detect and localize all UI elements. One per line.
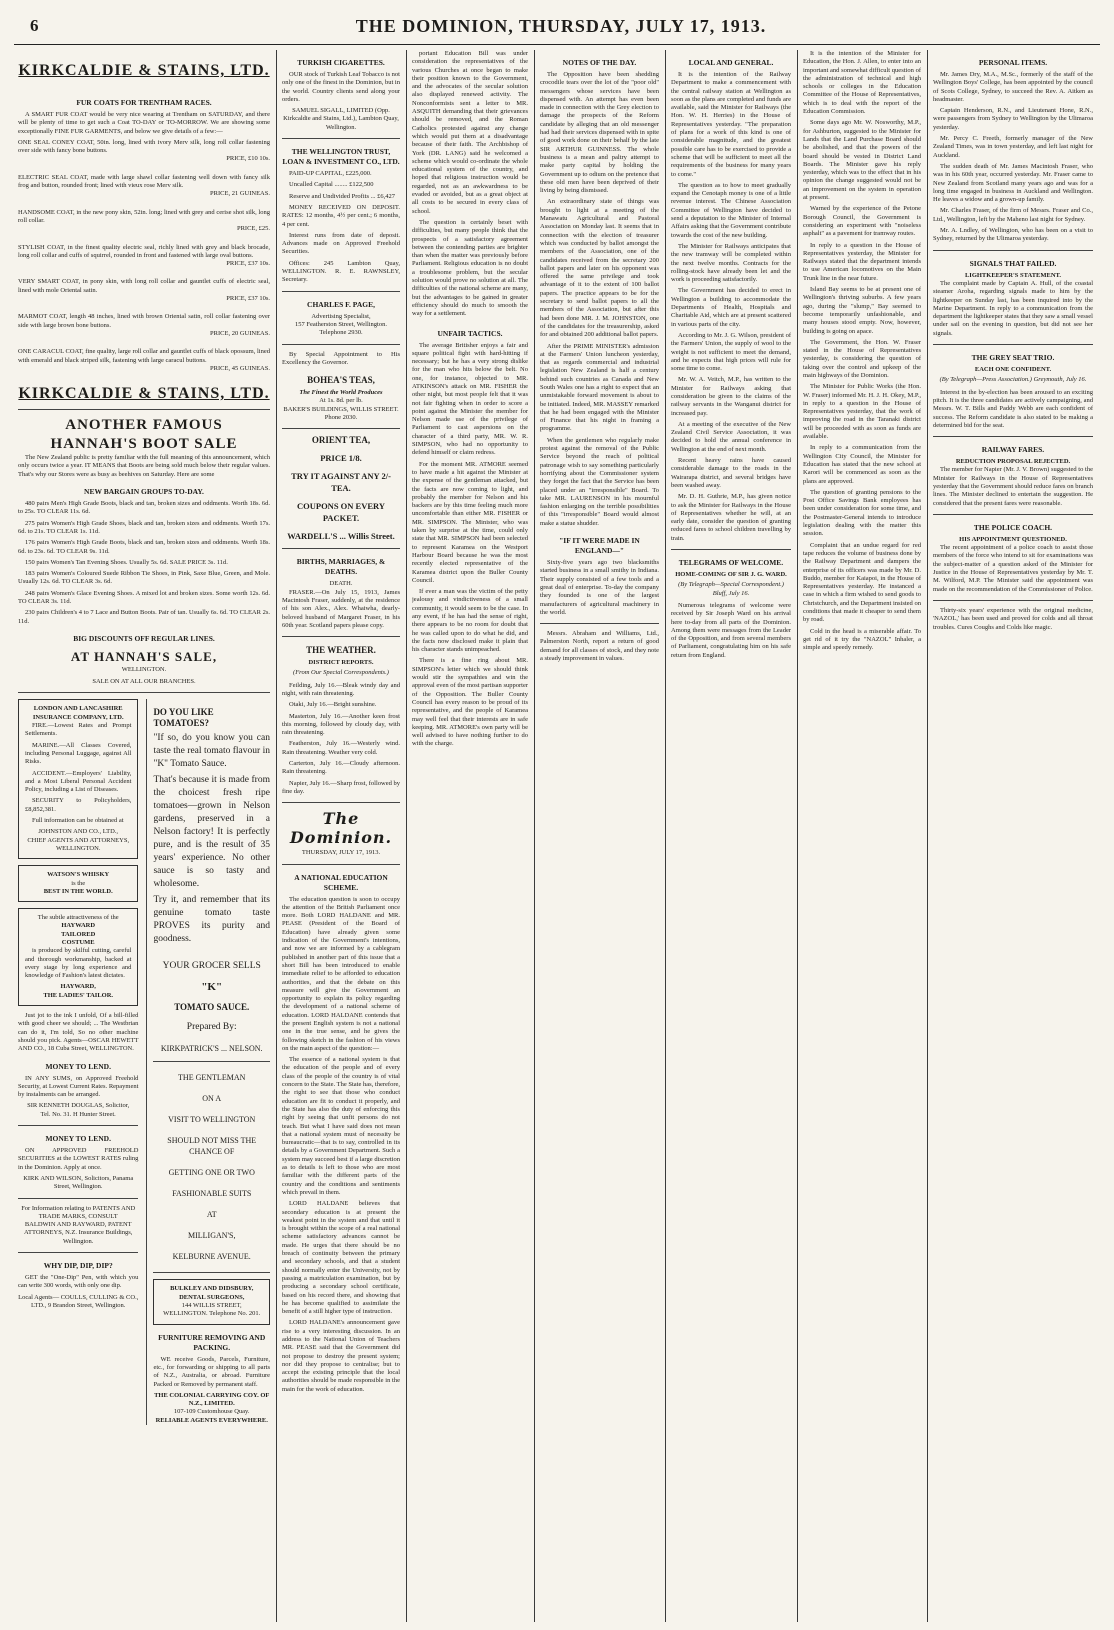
railway-fares-sub: REDUCTION PROPOSAL REJECTED. xyxy=(955,458,1071,466)
made-in-england-heading: "IF IT WERE MADE IN ENGLAND—" xyxy=(559,536,640,556)
nazol-ad: Thirty-six years' experience with the original medicine, 'NAZOL,' has been used and proved for colds and all throat troubles. Cures Coughs and Colds like magic. xyxy=(933,606,1093,631)
trust-line: Interest runs from date of deposit. Advances made on Approved Freehold Securities. xyxy=(282,231,400,256)
insurance-line: ACCIDENT.—Employers' Liability, and a Most Liberal Personal Accident Policy, including a List of Diseases. xyxy=(25,769,132,794)
col1-left-ads xyxy=(18,699,138,1425)
grey-seat-source: (By Telegraph—Press Association.) Greymouth, July 16. xyxy=(939,376,1087,384)
milligan-line: VISIT TO WELLINGTON xyxy=(168,1115,256,1125)
page-ad-heading: CHARLES F. PAGE, xyxy=(307,299,375,309)
telegrams-source: (By Telegraph—Special Correspondent.) Bluff, July 16. xyxy=(678,581,784,597)
weather-heading: THE WEATHER. xyxy=(306,645,376,656)
hannah-sale-place: WELLINGTON. xyxy=(121,665,167,673)
tomato-para: "If so, do you know you can taste the real tomato flavour in "K" Tomato Sauce. xyxy=(153,733,270,770)
fur-item-price: PRICE, £10 10s. xyxy=(226,155,270,163)
unfair-tactics-heading: UNFAIR TACTICS. xyxy=(437,328,503,338)
hayward-ad xyxy=(18,908,138,1006)
insurance-line: SECURITY to Policyholders, £8,852,381. xyxy=(25,797,132,813)
hayward-line: is produced by skilful cutting, careful and thorough workmanship, backed at every stage by long experience and knowledge of Fashion's latest dictates. xyxy=(25,947,132,980)
article-para: LORD HALDANE believes that secondary education is at present the weakest point in the system and that until it is brought within the scope of a real national scheme satisfactory advances cannot be made. He urges that there should be no breach of continuity between the primary and secondary schools, and that a student should normally enter the University, not by passing a matriculation examination, but by producing a secondary school certificate, based on his record there, and showing that he has become qualified to assimilate the benefit of a still higher type of instruction. xyxy=(282,1200,400,1316)
article-para: Island Bay seems to be at present one of Wellington's thriving suburbs. A few years ago, during the "slump," Bay seemed to become temporarily unfashionable, and many houses stood empty. Now, however, building is going on apace. xyxy=(803,286,921,335)
article-para: In reply to a communication from the Wellington City Council, the Minister for Education has stated that the new school at Karori will be commenced as soon as the plans are approved. xyxy=(803,444,921,485)
bargain-group: 150 pairs Women's Tan Evening Shoes. Usually 5s. 6d. SALE PRICE 3s. 11d. xyxy=(25,558,228,566)
article-para: Interest in the by-election has been aroused to an exciting pitch. It is the three candidates are actively campaigning, and Messrs. W. T. Bills and Paddy Webb are each confident of success. The Reform candidate is also stated to be making a determined bid for the seat. xyxy=(933,388,1093,429)
article-para: It is the intention of the Railway Department to make a commencement with the central railway station at Wellington as soon as the plans are completed and funds are available, said the Minister for Railways (the Hon. W. H. Herries) in the House of Representatives yesterday. "The preparation of plans for a work of this kind is one of considerable magnitude, and the greatest possible care has to be exercised to provide a scheme that will be sufficient to meet all the requirements of the business for many years to come." xyxy=(671,71,791,178)
patents-name: BALDWIN AND RAYWARD, PATENT ATTORNEYS, N.Z. Insurance Buildings, Wellington. xyxy=(24,1221,133,1245)
tomato-question: DO YOU LIKE TOMATOES? xyxy=(153,707,214,729)
insurance-line: MARINE.—All Classes Covered, including Personal Luggage, against All Risks. xyxy=(25,741,132,766)
orient-heading: ORIENT TEA, xyxy=(311,435,371,446)
railway-fares-heading: RAILWAY FARES. xyxy=(981,445,1045,455)
trust-line: Reserve and Undivided Profits ... £6,427 xyxy=(289,192,395,200)
milligan-line: ON A xyxy=(202,1094,222,1104)
article-para: The Minister for Public Works (the Hon. W. Fraser) informed Mr. H. J. H. Okey, M.P., in reply to a question in the House of Representatives yesterday, that the work of improving the road in the Taranaki district will be proceeded with as soon as funds are available. xyxy=(803,383,921,441)
trust-line: Uncalled Capital ........ £122,500 xyxy=(289,181,374,189)
telegrams-heading: TELEGRAMS OF WELCOME. xyxy=(678,558,784,568)
column-1 xyxy=(18,50,270,1622)
dominion-nameplate: The Dominion. xyxy=(289,809,393,848)
money-heading-2: MONEY TO LEND. xyxy=(45,1134,111,1144)
fur-item xyxy=(18,278,270,303)
hannah-heading-2: HANNAH'S BOOT SALE xyxy=(50,436,238,453)
article-para: Mr. Percy C. Freeth, formerly manager of the New Zealand Times, was in town yesterday, and left last night for Auckland. xyxy=(933,135,1093,159)
article-para: At a meeting of the executive of the New Zealand Civil Service Association, it was decided to hold the annual conference in Wellington at the end of next month. xyxy=(671,420,791,453)
tomato-ad xyxy=(153,707,270,1055)
orient-tea-ad xyxy=(282,435,400,542)
hayward-line: HAYWARD xyxy=(61,922,96,930)
dental-heading: BULKLEY AND DIDSBURY, DENTAL SURGEONS, xyxy=(170,1285,254,1301)
orient-line: WARDELL'S ... Willis Street. xyxy=(287,531,395,542)
money-name-2: KIRK AND WILSON, Solicitors, Panama Street, Wellington. xyxy=(23,1174,134,1191)
masthead-rule xyxy=(14,44,1100,45)
bohea-title: BOHEA'S TEAS, xyxy=(307,375,375,386)
hayward-line: COSTUME xyxy=(61,939,95,946)
tomato-para: Try it, and remember that its genuine tomato taste PROVES its purity and goodness. xyxy=(153,895,270,945)
stock-report: Messrs. Abraham and Williams, Ltd., Palmerston North, report a return of good demand for all classes of stock, and they note a steady improvement in values. xyxy=(540,630,659,662)
police-coach-heading: THE POLICE COACH. xyxy=(973,522,1053,532)
bohea-line: BAKER'S BUILDINGS, WILLIS STREET. xyxy=(283,405,399,413)
bargain-groups-heading: NEW BARGAIN GROUPS TO-DAY. xyxy=(84,487,204,497)
national-education-heading: A NATIONAL EDUCATION SCHEME. xyxy=(294,872,388,892)
police-coach-sub: HIS APPOINTMENT QUESTIONED. xyxy=(959,535,1067,543)
dip-text: GET the "One-Dip" Pen, with which you can write 300 words, with only one dip. xyxy=(18,1274,139,1290)
insurance-agent-city: WELLINGTON. xyxy=(55,844,101,852)
insurance-agent-role: CHIEF AGENTS AND ATTORNEYS, xyxy=(27,836,130,844)
fur-item xyxy=(18,313,270,338)
grey-seat-sub: EACH ONE CONFIDENT. xyxy=(974,366,1052,374)
weather-report: Napier, July 16.—Sharp frost, followed by fine day. xyxy=(282,779,400,795)
hannah-ad xyxy=(18,416,270,686)
weather-source: (From Our Special Correspondents.) xyxy=(293,669,389,677)
hayward-line: The subtle attractiveness of the xyxy=(37,914,119,922)
notes-heading: NOTES OF THE DAY. xyxy=(562,58,637,67)
furniture-heading: FURNITURE REMOVING AND PACKING. xyxy=(158,1332,266,1352)
bargain-group: 480 pairs Men's High Grade Boots, black and tan, broken sizes and oddments. Worth 18s. 6d. to 25s. TO CLEAR 11s. 6d. xyxy=(18,500,270,516)
article-para: The Government has decided to erect in Wellington a building to accommodate the Departments of Health, Hospitals and Charitable Aid, which are at present scattered in various parts of the city. xyxy=(671,287,791,328)
hannah-intro: The New Zealand public is pretty familiar with the full meaning of this announcement, which only occurs twice a year. IT MEANS that Boots are being sold much below their regular values. That's why our Stores were as busy as beehives on Saturday. Here are some xyxy=(18,454,270,478)
bargain-group: 275 pairs Women's High Grade Shoes, black and tan, broken sizes and oddments. Worth 17s. 6d. to 21s. TO CLEAR 1s. 11d. xyxy=(18,519,270,535)
article-para: portant Education Bill was under consideration the representatives of the various Churches at once began to make their position known to the Government, and the advocates of the secular solution also displayed renewed activity. The Nonconformists sent a letter to MR. ASQUITH demanding that their grievances should be removed, and the Roman Catholics protested against any change which would put them at a disadvantage because of their faith. The Archbishop of York (DR. LANG) said he welcomed a scheme which would co-ordinate the whole educational system of the country, and hoped that religious instruction would be regarded, not as an awkwardness to be evaded or avoided, but as a great object at all costs to be secured in every class of school. xyxy=(412,50,528,215)
article-para: The Government, the Hon. W. Fraser stated in the House of Representatives yesterday, is considering the question of taking over the control and upkeep of the main highways of the Dominion. xyxy=(803,338,921,379)
column-4 xyxy=(540,50,659,1622)
fur-item-text: VERY SMART COAT, in pony skin, with long roll collar and gauntlet cuffs of electric seal, lined with mole Oriental satin. xyxy=(18,278,270,294)
article-para: Sixty-five years ago two blacksmiths started business in a small smithy in Indiana. Their supply consisted of a few tools and a great deal of enterprise. To-day the company they founded is one of the largest manufacturers of agricultural machinery in the world. xyxy=(540,559,659,616)
discounts-line: BIG DISCOUNTS OFF REGULAR LINES. xyxy=(73,633,215,643)
fur-item-price: PRICE, 20 GUINEAS. xyxy=(210,329,270,337)
bargain-group: 176 pairs Women's High Grade Boots, black and tan, broken sizes and oddments. Worth 18s. 6d. to 23s. 6d. TO CLEAR 9s. 11d. xyxy=(18,539,270,555)
article-para: Warned by the experience of the Petone Borough Council, the Government is considering an experiment with "noiseless asphalt" as a pavement for tramway routes. xyxy=(803,205,921,238)
page-ad-sub: Advertising Specialist, xyxy=(311,312,371,320)
insurance-heading: LONDON AND LANCASHIRE INSURANCE COMPANY, LTD. xyxy=(32,705,124,721)
hayward-line: THE LADIES' TAILOR. xyxy=(43,991,114,999)
article-para: Mr. Charles Fraser, of the firm of Messrs. Fraser and Co., Ltd., Wellington, left by the Maheno last night for Sydney. xyxy=(933,207,1093,223)
branches-line: SALE ON AT ALL OUR BRANCHES. xyxy=(92,678,196,686)
trust-line: PAID-UP CAPITAL, £225,000. xyxy=(289,170,372,178)
bargain-group: 248 pairs Women's Glace Evening Shoes. A mixed lot and broken sizes. Some worth 12s. 6d. TO CLEAR 3s. 11d. xyxy=(18,589,270,605)
article-para: According to Mr. J. G. Wilson, president of the Farmers' Union, the supply of wool to the weight is not sufficient to meet the demand, and he expects that high prices will rule for some time to come. xyxy=(671,331,791,373)
column-divider xyxy=(406,50,407,1622)
article-para: Some days ago Mr. W. Nosworthy, M.P., for Ashburton, suggested to the Minister for Lands that the Land Purchase Board should be abolished, and that the powers of the board should be vested in District Land Boards. The Minister gave his reply yesterday, which was to the effect that in his opinion the change suggested would not be an improvement on the system in operation at present. xyxy=(803,119,921,202)
personal-heading: PERSONAL ITEMS. xyxy=(978,58,1048,67)
dip-heading: WHY DIP, DIP, DIP? xyxy=(43,1261,113,1271)
article-para: There is a fine ring about MR. SIMPSON's letter which we should think would stir the sympathies and win the approval even of the most partisan supporter of the Opposition. The Buller County Council has every reason to be proud of its representative, and the people of Karamea may well feel that their interests are in safe keeping. MR. ATMORE's own party will be well advised to have nothing further to do with the charge. xyxy=(412,657,528,748)
milligan-line: AT xyxy=(206,1210,217,1220)
article-para: The question of granting pensions to the Post Office Savings Bank employees has been under consideration for some time, and the Postmaster-General intends to introduce legislation dealing with the matter this session. xyxy=(803,488,921,538)
dominion-date: THURSDAY, JULY 17, 1913. xyxy=(301,849,381,857)
article-para: Cold in the head is a miserable affair. To get rid of it try the "NAZOL" Inhaler, a simple and speedy remedy. xyxy=(803,627,921,652)
money-address: Tel. No. 31. H Hunter Street. xyxy=(40,1110,116,1118)
page-ad-tel: Telephone 2930. xyxy=(319,329,363,337)
weather-report: Feilding, July 16.—Bleak windy day and night, with rain threatening. xyxy=(282,681,400,697)
page-ad-address: 157 Featherston Street, Wellington. xyxy=(295,320,387,328)
trust-heading: THE WELLINGTON TRUST, LOAN & INVESTMENT CO., LTD. xyxy=(282,147,400,167)
money-text: IN ANY SUMS, on Approved Freehold Security, at Lowest Current Rates. Repayment by instalments can be arranged. xyxy=(18,1074,139,1099)
furniture-tagline: RELIABLE AGENTS EVERYWHERE. xyxy=(155,1416,268,1424)
article-para: The average Britisher enjoys a fair and square political fight with hard-hitting if necessary; but he has a very strong dislike for the man who hits below the belt. No one, for instance, objected to MR. ATKINSON's attack on MR. FISHER the other night, but most people felt that it was not fair fighting when in order to score a point against the Minister the member for Nelson made use of the privilege of Parliament to cast aspersions on the character of a third party, MR. W. R. SIMPSON, who had no opportunity to defend himself or claim redress. xyxy=(412,341,528,457)
signals-sub: LIGHTKEEPER'S STATEMENT. xyxy=(964,271,1062,279)
insurance-ad xyxy=(18,699,138,859)
tomato-prepared: Prepared By: xyxy=(186,1022,237,1033)
column-divider xyxy=(276,50,277,1622)
bdm-heading: BIRTHS, MARRIAGES, & DEATHS. xyxy=(296,557,386,577)
furniture-address: 107-109 Customhouse Quay. xyxy=(173,1408,250,1416)
insurance-agent: JOHNSTON AND CO., LTD., xyxy=(38,828,119,836)
fur-item-text: HANDSOME COAT, in the new pony skin, 52in. long; lined with grey and cerise shot silk, long roll collar. xyxy=(18,208,270,224)
column-divider xyxy=(665,50,666,1622)
fur-item-price: PRICE, 45 GUINEAS. xyxy=(210,364,270,372)
fur-item xyxy=(18,209,270,234)
milligan-line: SHOULD NOT MISS THE CHANCE OF xyxy=(167,1136,257,1157)
column-5 xyxy=(671,50,791,1622)
hayward-line: HAYWARD, xyxy=(60,983,96,991)
column-3 xyxy=(412,50,528,1622)
bohea-line: The Finest the World Produces xyxy=(299,389,383,397)
article-para: After the PRIME MINISTER's admission at the Farmers' Union luncheon yesterday, that as regards commercial and industrial legislation New Zealand is half a century behind such countries as Canada and New South Wales one has a right to expect that an unmistakable forward movement is about to be initiated. Indeed, MR. MASSEY remarked that he had been engaged with the Minister of Finance that his night in framing a programme. xyxy=(540,342,659,433)
furniture-text: WE receive Goods, Parcels, Furniture, etc., for forwarding or shipping to all parts of N.Z., Australia, or abroad. Furniture Packed or Removed by permanent staff. xyxy=(153,1355,270,1388)
article-para: The Minister for Railways anticipates that the new tramway will be completed within the next twelve months. Contracts for the rolling-stock have already been let and the work is proceeding satisfactorily. xyxy=(671,242,791,284)
article-para: The member for Napier (Mr. J. V. Brown) suggested to the Minister for Railways in the House of Representatives yesterday that the Government should reduce fares on branch lines. The Minister declined to entertain the suggestion. He considered that the present fares were reasonable. xyxy=(933,466,1093,507)
column-7 xyxy=(933,50,1093,1622)
fur-item-price: PRICE, 21 GUINEAS. xyxy=(210,190,270,198)
bohea-line: By Special Appointment to His Excellency the Governor. xyxy=(282,350,400,366)
insurance-line: FIRE.—Lowest Rates and Prompt Settlements. xyxy=(25,722,132,738)
column-divider xyxy=(927,50,928,1622)
whisky-sub: is the xyxy=(71,879,86,887)
article-para: LORD HALDANE's announcement gave rise to a very interesting discussion. In an address to the National Union of Teachers MR. PEASE said that the Government did not propose to destroy the present system; nor did they propose to centralise; but to accept the existing principle that the local authorities should be made responsible in the main for the work of education. xyxy=(282,1319,400,1393)
bohea-line: Phone 2030. xyxy=(324,414,358,422)
milligan-line: FASHIONABLE SUITS xyxy=(172,1189,252,1199)
article-para: The complaint made by Captain A. Hull, of the coastal steamer Aroha, regarding signals made to him by the lightkeeper on Sunday last, has been inquired into by the Marine Department. In reply to a communication from the department the lightkeeper states that they saw a small vessel under sail on the evening in question, but did not see her signals. xyxy=(933,279,1093,337)
article-para: If ever a man was the victim of the petty jealousy and vindictiveness of a small community, it would seem to be the case. In any event, if he has had the sense of right, there appears to be no room for doubt that he was called upon to do what he did, and the facts now disclosed make it plain that his character stands unimpeached. xyxy=(412,588,528,654)
turkish-heading: TURKISH CIGARETTES. xyxy=(297,58,385,67)
article-para: Captain Henderson, R.N., and Lieutenant Hone, R.N., were passengers from Sydney to Wellington by the Ulimaroa yesterday. xyxy=(933,107,1093,131)
fur-item xyxy=(18,244,270,269)
fur-coats-heading: FUR COATS FOR TRENTHAM RACES. xyxy=(76,98,212,107)
insurance-line: Full information can be obtained at xyxy=(32,817,124,825)
tomato-k: "K" xyxy=(201,981,223,994)
article-para: An extraordinary state of things was brought to light at a meeting of the Manawatu Agricultural and Pastoral Association on Monday last. It seems that in connection with the election of treasurer which was conducted by ballot amongst the members of the Association, one of the candidates received from the secretary 200 ballot papers and later on his opponent was offered the same privilege and took advantage of it to the extent of 100 ballot papers. The practice appears to be for the secretary to send ballot papers to all the members of the Association, but after this had been done MR. J. M. JOHNSTON, one of the candidates for the treasurership, asked for and obtained 200 additional ballot papers. xyxy=(540,198,659,339)
money-name: SIR KENNETH DOUGLAS, Solicitor, xyxy=(27,1102,130,1110)
hannah-heading-1: ANOTHER FAMOUS xyxy=(65,417,223,434)
article-para: When the gentlemen who regularly make protest against the removal of the Public Service beyond the reach of political patronage wish to say something particularly horrifying about the Commissioner system they forget the fact that the Service has been placed under an "irresponsible" Board. To take MR. LAURENSON in his mournful fashion enlarging on the terrible possibilities of this "irresponsible" Board would almost make a statue shudder. xyxy=(540,436,659,527)
tomato-maker: KIRKPATRICK'S ... NELSON. xyxy=(160,1044,263,1054)
milligan-line: GETTING ONE OR TWO xyxy=(168,1168,255,1178)
column-6 xyxy=(803,50,921,1622)
whisky-claim: BEST IN THE WORLD. xyxy=(43,887,113,895)
fur-item-price: PRICE, £37 10s. xyxy=(226,295,270,303)
column-divider xyxy=(534,50,535,1622)
article-para: It is the intention of the Minister for Education, the Hon. J. Allen, to enter into an important and somewhat difficult question of the administration of technical and high schools or colleges in the Education Committee of the House of Representatives, which is to deal with the report of the Education Commission. xyxy=(803,50,921,116)
article-para: Mr. James Dry, M.A., M.Sc., formerly of the staff of the Wellington Boys' College, has been appointed by the council of Scots College, Sydney, to succeed the Rev. A. Aitken as headmaster. xyxy=(933,71,1093,103)
fur-item-price: PRICE, £37 10s. xyxy=(226,260,270,268)
signals-heading: SIGNALS THAT FAILED. xyxy=(969,258,1057,268)
article-para: The question is certainly beset with difficulties, but many people think that the prospects of a satisfactory agreement between the contending parties are brighter than when the matter was previously before Parliament. Religious education is no doubt a troublesome problem, but the secular solution would prove no solution at all. The difficulties of the national scheme are many, but the advantages to be gained in greater efficiency should do much to smooth the way for a settlement. xyxy=(412,218,528,318)
article-para: Complaint that an undue regard for red tape reduces the volume of business done by the Railway Department and dampers the enterprise of its officers was made by Mr. D. Buddo, member for Kaiapoi, in the House of Representatives yesterday. He instanced a case in which a firm wished to send goods to Christchurch, and the Department insisted on conditions that made it cheaper to send them by road. xyxy=(803,541,921,624)
money-heading: MONEY TO LEND. xyxy=(45,1061,111,1071)
page-number: 6 xyxy=(30,16,39,35)
article-para: The Opposition have been shedding crocodile tears over the lot of the "poor old" messengers whose services have been dispensed with. An attempt has even been made in connection with the Grey election to damage the prospects of the Reform candidate by alleging that an old messenger had had their services dispensed with in spite of good work done on their behalf by the late SIR ARTHUR GUINNESS. The whole business is a mean and paltry attempt to make party capital by holding the Government up to odium on the pretence that these old men have been deprived of their living by being dismissed. xyxy=(540,71,659,195)
trust-line: MONEY RECEIVED ON DEPOSIT. RATES: 12 months, 4½ per cent.; 6 months, 4 per cent. xyxy=(282,203,400,228)
article-para: Numerous telegrams of welcome were received by Sir Joseph Ward on his arrival here to-day from all parts of the Dominion. Among them were messages from the Leader of the Opposition, and from several members of Parliament, congratulating him on his safe return from England. xyxy=(671,601,791,659)
fur-item-price: PRICE, £25. xyxy=(236,225,270,233)
article-para: Mr. W. A. Veitch, M.P., has written to the Minister for Railways asking that consideration be given to the claims of the railway servants in the Wanganui district for increased pay. xyxy=(671,376,791,417)
fur-item-text: ONE CARACUL COAT, fine quality, large roll collar and gauntlet cuffs of black opossum, lined with emerald and black striped silk, fastening with large caracul buttons. xyxy=(18,348,270,364)
tomato-para: That's because it is made from the choicest fresh ripe tomatoes—grown in Nelson gardens, preserved in a Nelson factory! It is perfectly pure, and is the result of 35 years' experience. No other sauce is so tasty and wholesome. xyxy=(153,775,270,890)
milligan-ad xyxy=(153,1072,270,1262)
fur-coats-intro: A SMART FUR COAT would be very nice wearing at Trentham on SATURDAY, and there will be plenty of time to get such a Coat TO-DAY or TO-MORROW. We are showing some exceptionally FINE FUR GARMENTS, and below we give details of a few:— xyxy=(18,111,270,135)
money-text-2: ON APPROVED FREEHOLD SECURITIES at the LOWEST RATES ruling in the Dominion. Apply at once. xyxy=(18,1147,139,1171)
bargain-group: 230 pairs Children's 4 to 7 Lace and Button Boots. Pair of tan. Usually 6s. 6d. TO CLEAR 2s. 11d. xyxy=(18,609,270,625)
milligan-line: THE GENTLEMAN xyxy=(178,1073,246,1083)
article-para: The recent appointment of a police coach to assist those members of the force who intend to sit for examinations was the subject-matter of a question asked of the Minister for Justice in the House of Representatives yesterday by Mr. T. M. Wilford, M.P. The Minister said the appointment was made on the recommendation of the Commissioner of Police. xyxy=(933,544,1093,593)
kirkcaldie-title: KIRKCALDIE & STAINS, LTD. xyxy=(18,62,270,79)
article-para: Recent heavy rains have caused considerable damage to the roads in the Wairarapa district, and several bridges have been washed away. xyxy=(671,457,791,489)
article-para: For the moment MR. ATMORE seemed to have made a hit against the Minister at the expense of the gentleman attacked, but the facts are now coming to light, and probably the member for Nelson and his backers are by this time feeling much more uncomfortable than either MR. FISHER or MR. SIMPSON. The Minister, who was taken by surprise at the time, could only state that MR. SIMPSON had been selected to represent Karamea on the Westport Harbour Board because he was the most recently elected representative of the Karamea district upon the Buller County Council. xyxy=(412,460,528,584)
weather-report: Masterton, July 16.—Another keen frost this morning, followed by cloudy day, with rain threatening. xyxy=(282,712,400,737)
hannah-sale-title: AT HANNAH'S SALE, xyxy=(70,648,218,664)
col1-right-ads xyxy=(146,699,270,1425)
bohea-line: At 1s. 8d. per lb. xyxy=(319,397,363,405)
turkish-text: OUR stock of Turkish Leaf Tobacco is not only one of the finest in the Dominion, but in the world. Country clients send along your orders. xyxy=(282,71,400,103)
fur-item-text: ELECTRIC SEAL COAT, made with large shawl collar fastening well down with fancy silk frog and button, rounded front; lined with vieux rose Merv silk. xyxy=(18,173,270,190)
article-para: Mr. D. H. Guthrie, M.P., has given notice to ask the Minister for Railways in the House of Representatives whether he will, at an early date, consider the question of granting reduced fares to school children travelling by train. xyxy=(671,493,791,542)
fur-item xyxy=(18,348,270,373)
article-para: The essence of a national system is that the education of the people and of every class of the people of the country is of vital concern to the State. The State has, therefore, the right to see that those who conduct education are fit to conduct it properly, and the State has also the duty of enforcing this right by seeing that unfit persons do not teach. But what I have said does not mean that a national system must of necessity be bureaucratic—that is to say, controlled in its details by a Government Department. Such a system may succeed best if a large discretion as to details is left to those who are most familiar with the different parts of the country and the conditions and sentiments which prevail in them. xyxy=(282,1056,400,1196)
fur-item-text: MARMOT COAT, length 48 inches, lined with brown Oriental satin, roll collar fastening over side with large brown bone buttons. xyxy=(18,313,270,329)
whisky-heading: WATSON'S WHISKY xyxy=(47,871,110,879)
article-para: The education question is soon to occupy the attention of the British Parliament once more. Both LORD HALDANE and MR. PEASE (President of the Board of Education) have already given some indication of the Government's intentions, and now we are informed by a cablegram published in another part of this issue that a short Bill has been introduced to enable immediate relief to be afforded to education authorities, and that the debate on this measure will give the Government an opportunity to explain its policy regarding the development of a national scheme of education. LORD HALDANE contends that the present English system is not a national one in the true sense, and he gives the following sketch in the fashion of his views on the main aspect of the question:— xyxy=(282,895,400,1052)
tomato-grocer: YOUR GROCER SELLS xyxy=(162,961,261,972)
dental-address: 144 WILLIS STREET, WELLINGTON. Telephone No. 201. xyxy=(163,1302,261,1318)
column-divider xyxy=(797,50,798,1622)
fur-item xyxy=(18,174,270,199)
article-para: The sudden death of Mr. James Macintosh Fraser, who was in his 60th year, occurred yesterday. Mr. Fraser came to New Zealand from Scotland many years ago and was for a long time engaged in business in Auckland and Wellington. He leaves a widow and a grown-up family. xyxy=(933,162,1093,204)
death-heading: DEATH. xyxy=(329,580,353,588)
article-para: Mr. A. Lndley, of Wellington, who has been on a visit to Sydney, returned by the Ulimaroa yesterday. xyxy=(933,227,1093,243)
telegrams-sub: HOME-COMING OF SIR J. G. WARD. xyxy=(675,571,787,579)
pen-ad: Just jot to the ink I unfold, Of a bill-filled with good cheer we should; ... The Westbrian can do it, I'm told, So no other machine should you pick. Agents—OSCAR HEWETT AND CO., 18 Cuba Street, WELLINGTON. xyxy=(18,1012,139,1053)
whisky-ad xyxy=(18,865,138,902)
dental-ad xyxy=(153,1279,270,1324)
fur-item xyxy=(18,139,270,164)
newspaper-title: THE DOMINION, THURSDAY, JULY 17, 1913. xyxy=(355,16,767,36)
milligan-line: KELBURNE AVENUE. xyxy=(172,1252,251,1262)
column-2 xyxy=(282,50,400,1622)
turkish-name: SAMUEL SIGALL, LIMITED (Opp. Kirkcaldie and Stains, Ltd.), Lambton Quay, Wellington. xyxy=(283,107,399,131)
kirkcaldie-title-footer: KIRKCALDIE & STAINS, LTD. xyxy=(18,385,270,403)
hayward-line: TAILORED xyxy=(61,930,96,938)
orient-line: TRY IT AGAINST ANY 2/- TEA. xyxy=(291,471,391,494)
trust-line: Offices: 245 Lambton Quay, WELLINGTON. R. E. RAWNSLEY, Secretary. xyxy=(282,259,400,284)
article-para: In reply to a question in the House of Representatives yesterday, the Minister for Railways stated that the department intends to use American locomotives on the Main Trunk line in the near future. xyxy=(803,241,921,282)
fur-item-text: STYLISH COAT, in the finest quality electric seal, richly lined with grey and black brocade, long roll collar and cuffs of squirrel, rounded in front and fastened with large oval buttons. xyxy=(18,243,270,259)
weather-report: Carterton, July 16.—Cloudy afternoon. Rain threatening. xyxy=(282,760,400,776)
furniture-company: THE COLONIAL CARRYING COY. OF N.Z., LIMITED. xyxy=(154,1391,270,1408)
death-notice: FRASER.—On July 15, 1913, James Macintosh Fraser, suddenly, at the residence of his son Alex., Alex. Whaiwha, dearly-beloved husband of Margaret Fraser, in his 60th year. Scotland papers please copy. xyxy=(282,588,400,629)
patents-heading: For Information relating to PATENTS AND TRADE MARKS, CONSULT xyxy=(21,1204,136,1220)
weather-sub: DISTRICT REPORTS. xyxy=(308,659,374,667)
bargain-group: 183 pairs Women's Coloured Suede Ribbon Tie Shoes, in Pink, Saxe Blue, Green, and Mole. Usually 12s. 6d. TO CLEAR 3s. 6d. xyxy=(18,570,270,586)
milligan-line: MILLIGAN'S, xyxy=(188,1231,236,1241)
dip-agent: Local Agents— COULLS, CULLING & CO., LTD., 9 Brandon Street, Wellington. xyxy=(18,1293,139,1309)
tomato-sauce: TOMATO SAUCE. xyxy=(174,1002,250,1013)
weather-report: Featherston, July 16.—Westerly wind. Rain threatening. Weather very cold. xyxy=(282,740,400,756)
orient-line: PRICE 1/8. xyxy=(320,453,362,464)
fur-item-text: ONE SEAL CONEY COAT, 50in. long, lined with ivory Merv silk, long roll collar fastening over side with fancy bone buttons. xyxy=(18,138,270,155)
masthead xyxy=(30,16,1092,42)
orient-line: COUPONS ON EVERY PACKET. xyxy=(296,501,385,524)
weather-report: Otaki, July 16.—Bright sunshine. xyxy=(289,701,377,709)
article-para: The question as to how to meet gradually expand the Cenotaph money is one of a little revenue interest. The Chinese Association Committee of Wellington have decided to send a deputation to the Minister of Internal Affairs asking that the Government contribute towards the cost of the new building. xyxy=(671,181,791,239)
local-general-heading: LOCAL AND GENERAL. xyxy=(688,58,774,67)
grey-seat-heading: THE GREY SEAT TRIO. xyxy=(971,353,1055,363)
